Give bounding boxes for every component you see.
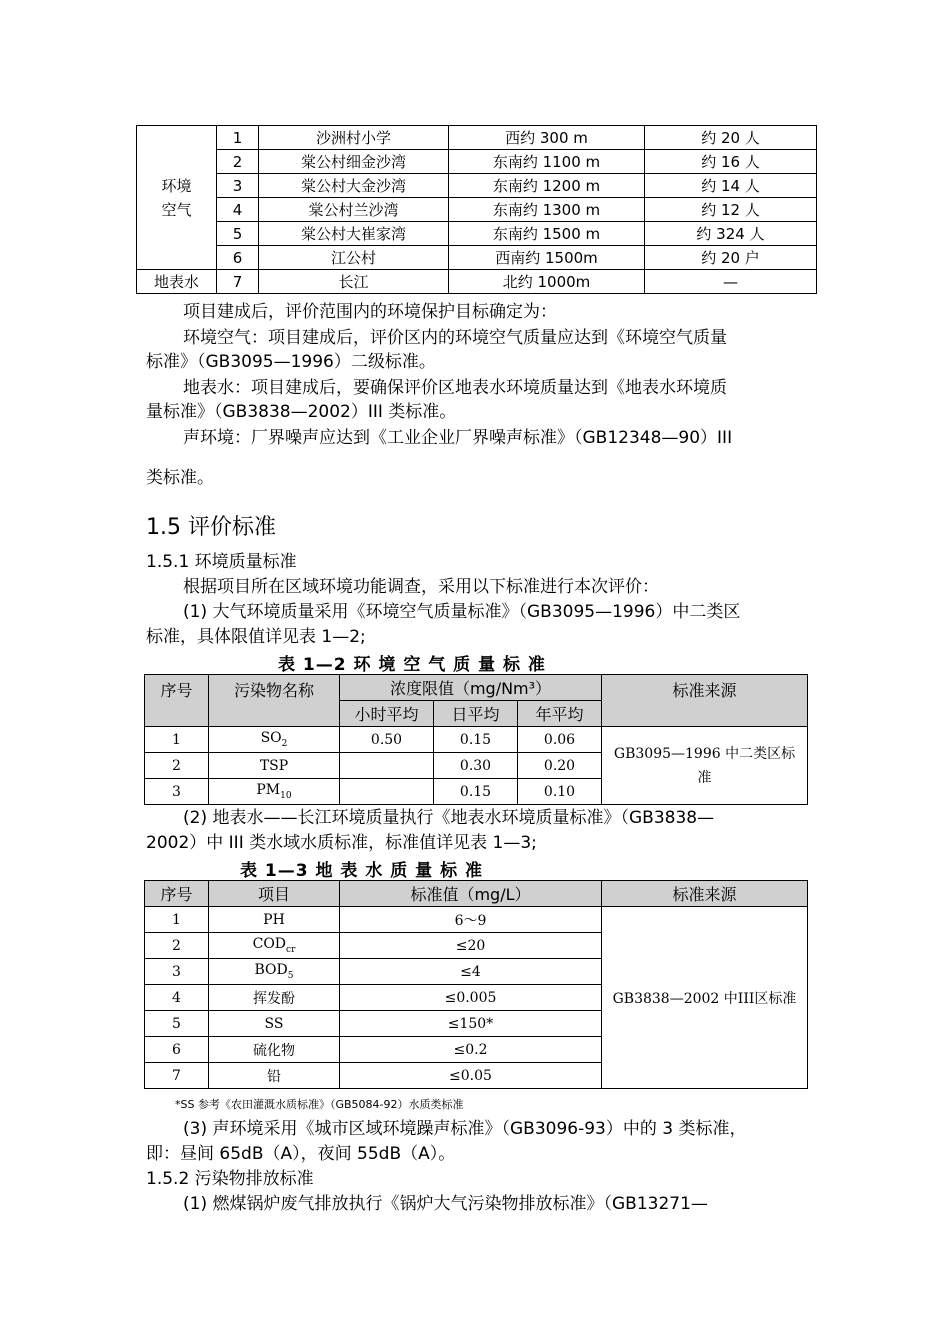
paragraph: (1) 大气环境质量采用《环境空气质量标准》（GB3095—1996）中二类区 bbox=[183, 602, 741, 622]
paragraph: (3) 声环境采用《城市区域环境躁声标准》（GB3096-93）中的 3 类标准， bbox=[183, 1119, 747, 1139]
table-row: 2 $COD_{cr}$ ≤20 bbox=[145, 933, 808, 959]
table-row: 2 棠公村细金沙湾 东南约 1100 m 约 16 人 bbox=[137, 150, 817, 174]
protection-targets-table bbox=[136, 125, 817, 294]
table-row: 6 江公村 西南约 1500m 约 20 户 bbox=[137, 246, 817, 270]
paragraph: 环境空气：项目建成后，评价区内的环境空气质量应达到《环境空气质量 bbox=[183, 328, 727, 348]
group-water: 地表水 bbox=[137, 270, 217, 294]
standard-source: GB3838—2002 中III区标准 bbox=[602, 907, 808, 1089]
table-caption: 表 1—3 地 表 水 质 量 标 准 bbox=[240, 861, 484, 881]
paragraph: 地表水：项目建成后，要确保评价区地表水环境质量达到《地表水环境质 bbox=[183, 378, 727, 398]
table-row: 4 挥发酚 ≤0.005 bbox=[145, 985, 808, 1011]
paragraph: (2) 地表水——长江环境质量执行《地表水环境质量标准》（GB3838— bbox=[183, 808, 715, 828]
paragraph: 标准》（GB3095—1996）二级标准。 bbox=[146, 352, 436, 372]
paragraph: 2002）中 III 类水域水质标准，标准值详见表 1—3; bbox=[146, 833, 537, 853]
air-quality-table: 序号 污染物名称 浓度限值（mg/Nm³） 标准来源 小时平均 日平均 年平均 1 $SO_2$ 0.50 0.15 0.06 GB3095—1996 中二类区标 准 2 TSP 0.30 0.20 3 $PM_{10}$ 0.15 0.10 bbox=[144, 674, 808, 805]
paragraph: 声环境：厂界噪声应达到《工业企业厂界噪声标准》（GB12348—90）III bbox=[183, 428, 733, 448]
paragraph: 标准，具体限值详见表 1—2; bbox=[146, 627, 366, 647]
group-air: 环境 空气 bbox=[137, 126, 217, 270]
subsection-heading: 1.5.2 污染物排放标准 bbox=[146, 1169, 314, 1189]
table-row: 环境 空气 1 沙洲村小学 西约 300 m 约 20 人 bbox=[137, 126, 817, 150]
table-row: 3 棠公村大金沙湾 东南约 1200 m 约 14 人 bbox=[137, 174, 817, 198]
paragraph: 即：昼间 65dB（A），夜间 55dB（A）。 bbox=[146, 1144, 456, 1164]
table-footnote: *SS 参考《农田灌溉水质标准》（GB5084-92）水质类标准 bbox=[175, 1098, 464, 1111]
paragraph: (1) 燃煤锅炉废气排放执行《锅炉大气污染物排放标准》（GB13271— bbox=[183, 1194, 708, 1214]
table-row: 地表水 7 长江 北约 1000m — bbox=[137, 270, 817, 294]
table-row: 3 $BOD_5$ ≤4 bbox=[145, 959, 808, 985]
table-caption: 表 1—2 环 境 空 气 质 量 标 准 bbox=[278, 655, 546, 675]
table-row: 1 $SO_2$ 0.50 0.15 0.06 GB3095—1996 中二类区标 准 bbox=[145, 727, 808, 753]
paragraph: 类标准。 bbox=[146, 468, 214, 488]
table-row: 2 TSP 0.30 0.20 bbox=[145, 753, 808, 779]
table-row: 6 硫化物 ≤0.2 bbox=[145, 1037, 808, 1063]
paragraph: 项目建成后，评价范围内的环境保护目标确定为： bbox=[183, 302, 557, 322]
table-row: 7 铅 ≤0.05 bbox=[145, 1063, 808, 1089]
table-row: 5 SS ≤150* bbox=[145, 1011, 808, 1037]
section-heading: 1.5 评价标准 bbox=[146, 515, 276, 540]
surface-water-table: 序号 项目 标准值（mg/L） 标准来源 1 PH 6～9 GB3838—2002 中III区标准 2 $COD_{cr}$ ≤20 3 $BOD_5$ ≤4 4 挥发酚 ≤0.005 5 SS ≤150* 6 硫化物 ≤0.2 7 铅 ≤0.05 bbox=[144, 880, 808, 1089]
paragraph: 量标准》（GB3838—2002）III 类标准。 bbox=[146, 402, 457, 422]
subsection-heading: 1.5.1 环境质量标准 bbox=[146, 552, 297, 572]
table-row: 5 棠公村大崔家湾 东南约 1500 m 约 324 人 bbox=[137, 222, 817, 246]
table-row: 3 $PM_{10}$ 0.15 0.10 bbox=[145, 779, 808, 805]
standard-source: GB3095—1996 中二类区标 准 bbox=[602, 727, 808, 805]
table-row: 1 PH 6～9 GB3838—2002 中III区标准 bbox=[145, 907, 808, 933]
paragraph: 根据项目所在区域环境功能调查，采用以下标准进行本次评价： bbox=[183, 577, 659, 597]
table-row: 4 棠公村兰沙湾 东南约 1300 m 约 12 人 bbox=[137, 198, 817, 222]
